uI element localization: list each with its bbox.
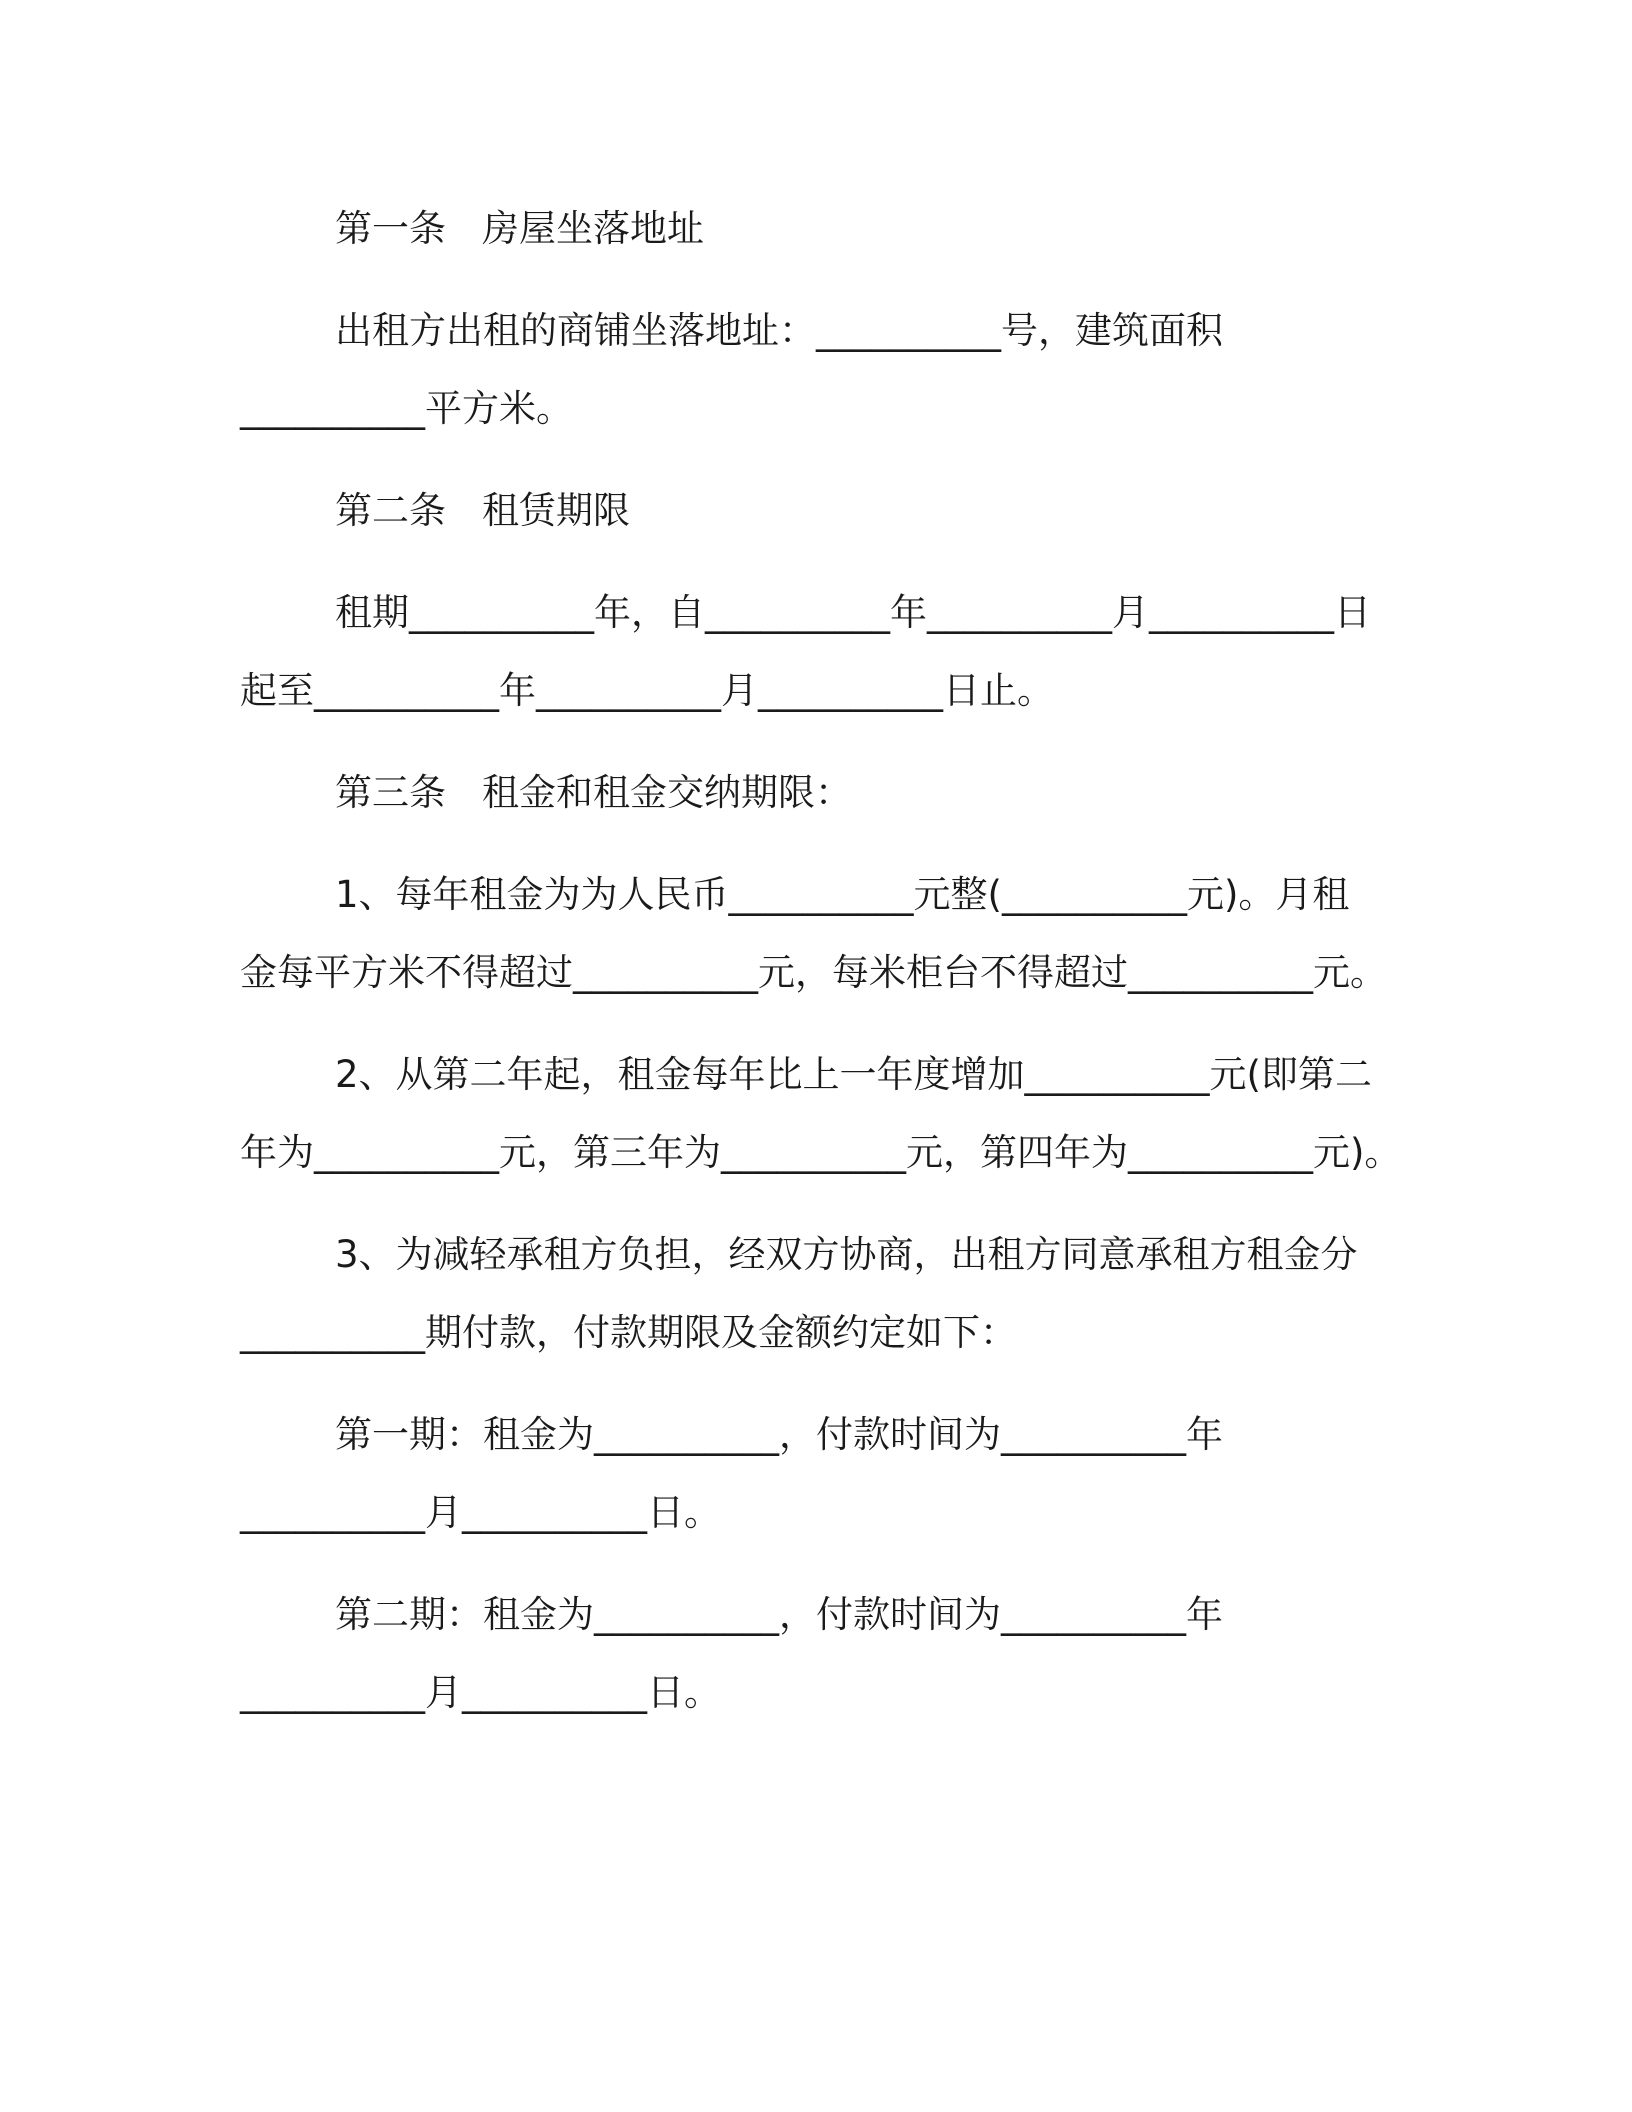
article-2-title: 租赁期限 bbox=[482, 489, 630, 532]
clause-1-line-1: 1、每年租金为为人民币__________元整(__________元)。月租 bbox=[335, 873, 1350, 916]
article-3-number: 第三条 bbox=[335, 771, 446, 814]
article-2-para-line-2: 起至__________年__________月__________日止。 bbox=[240, 669, 1054, 712]
installment-1-line-1: 第一期：租金为__________，付款时间为__________年 bbox=[335, 1413, 1223, 1456]
article-1-para-line-2: __________平方米。 bbox=[240, 387, 573, 430]
article-3-title: 租金和租金交纳期限： bbox=[482, 771, 852, 814]
clause-1-line-2: 金每平方米不得超过__________元，每米柜台不得超过__________元。 bbox=[240, 951, 1387, 994]
installment-2-line-1: 第二期：租金为__________，付款时间为__________年 bbox=[335, 1593, 1223, 1636]
article-1-number: 第一条 bbox=[335, 207, 446, 250]
article-1-title: 房屋坐落地址 bbox=[482, 207, 704, 250]
article-1-para-line-1: 出租方出租的商铺坐落地址：__________号，建筑面积 bbox=[335, 309, 1223, 352]
article-2-number: 第二条 bbox=[335, 489, 446, 532]
article-3-heading bbox=[240, 754, 1410, 832]
clause-3-line-1: 3、为减轻承租方负担，经双方协商，出租方同意承租方租金分 bbox=[335, 1233, 1358, 1276]
clause-3-line-2: __________期付款，付款期限及金额约定如下： bbox=[240, 1311, 1017, 1354]
article-1-heading bbox=[240, 190, 1410, 268]
article-2-heading bbox=[240, 472, 1410, 550]
clause-2-line-2: 年为__________元，第三年为__________元，第四年为__________元)。 bbox=[240, 1131, 1402, 1174]
installment-2-line-2: __________月__________日。 bbox=[240, 1671, 721, 1714]
contract-body bbox=[240, 190, 1410, 1732]
article-2-para-line-1: 租期__________年，自__________年__________月__________日 bbox=[335, 591, 1371, 634]
clause-2-line-1: 2、从第二年起，租金每年比上一年度增加__________元(即第二 bbox=[335, 1053, 1372, 1096]
installment-1-line-2: __________月__________日。 bbox=[240, 1491, 721, 1534]
